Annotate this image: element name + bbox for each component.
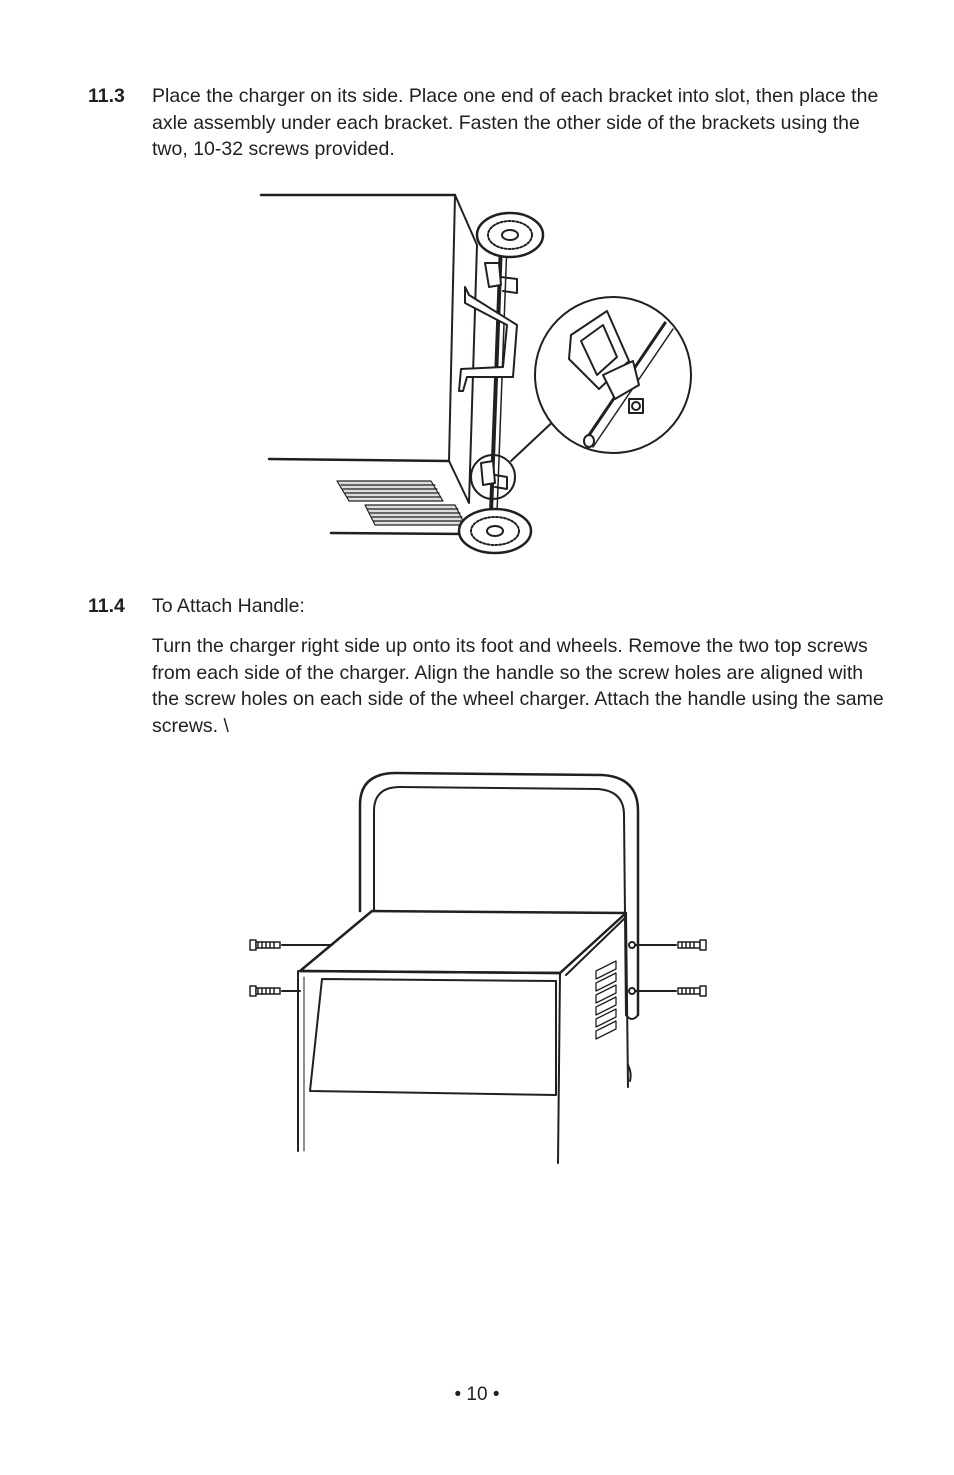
page-number: • 10 •: [454, 1384, 500, 1405]
step-number: 11.3: [88, 85, 125, 107]
step-text: Place the charger on its side. Place one end of each bracket into slot, then place the axle assembly under each bracket. Fasten the other side of the brackets using the two, 10-32 screws provided.: [152, 85, 879, 160]
step-number: 11.4: [88, 595, 125, 617]
wheel-axle-bracket-illustration: [255, 185, 700, 560]
handle-attachment-illustration: [240, 765, 715, 1170]
step-heading: To Attach Handle:: [152, 595, 305, 617]
step-detail: Turn the charger right side up onto its foot and wheels. Remove the two top screws from each side of the charger. Align the handle so the screw holes are aligned with the screw holes on each side of the wheel charger. Attach the handle using the same screws. \: [152, 635, 884, 737]
